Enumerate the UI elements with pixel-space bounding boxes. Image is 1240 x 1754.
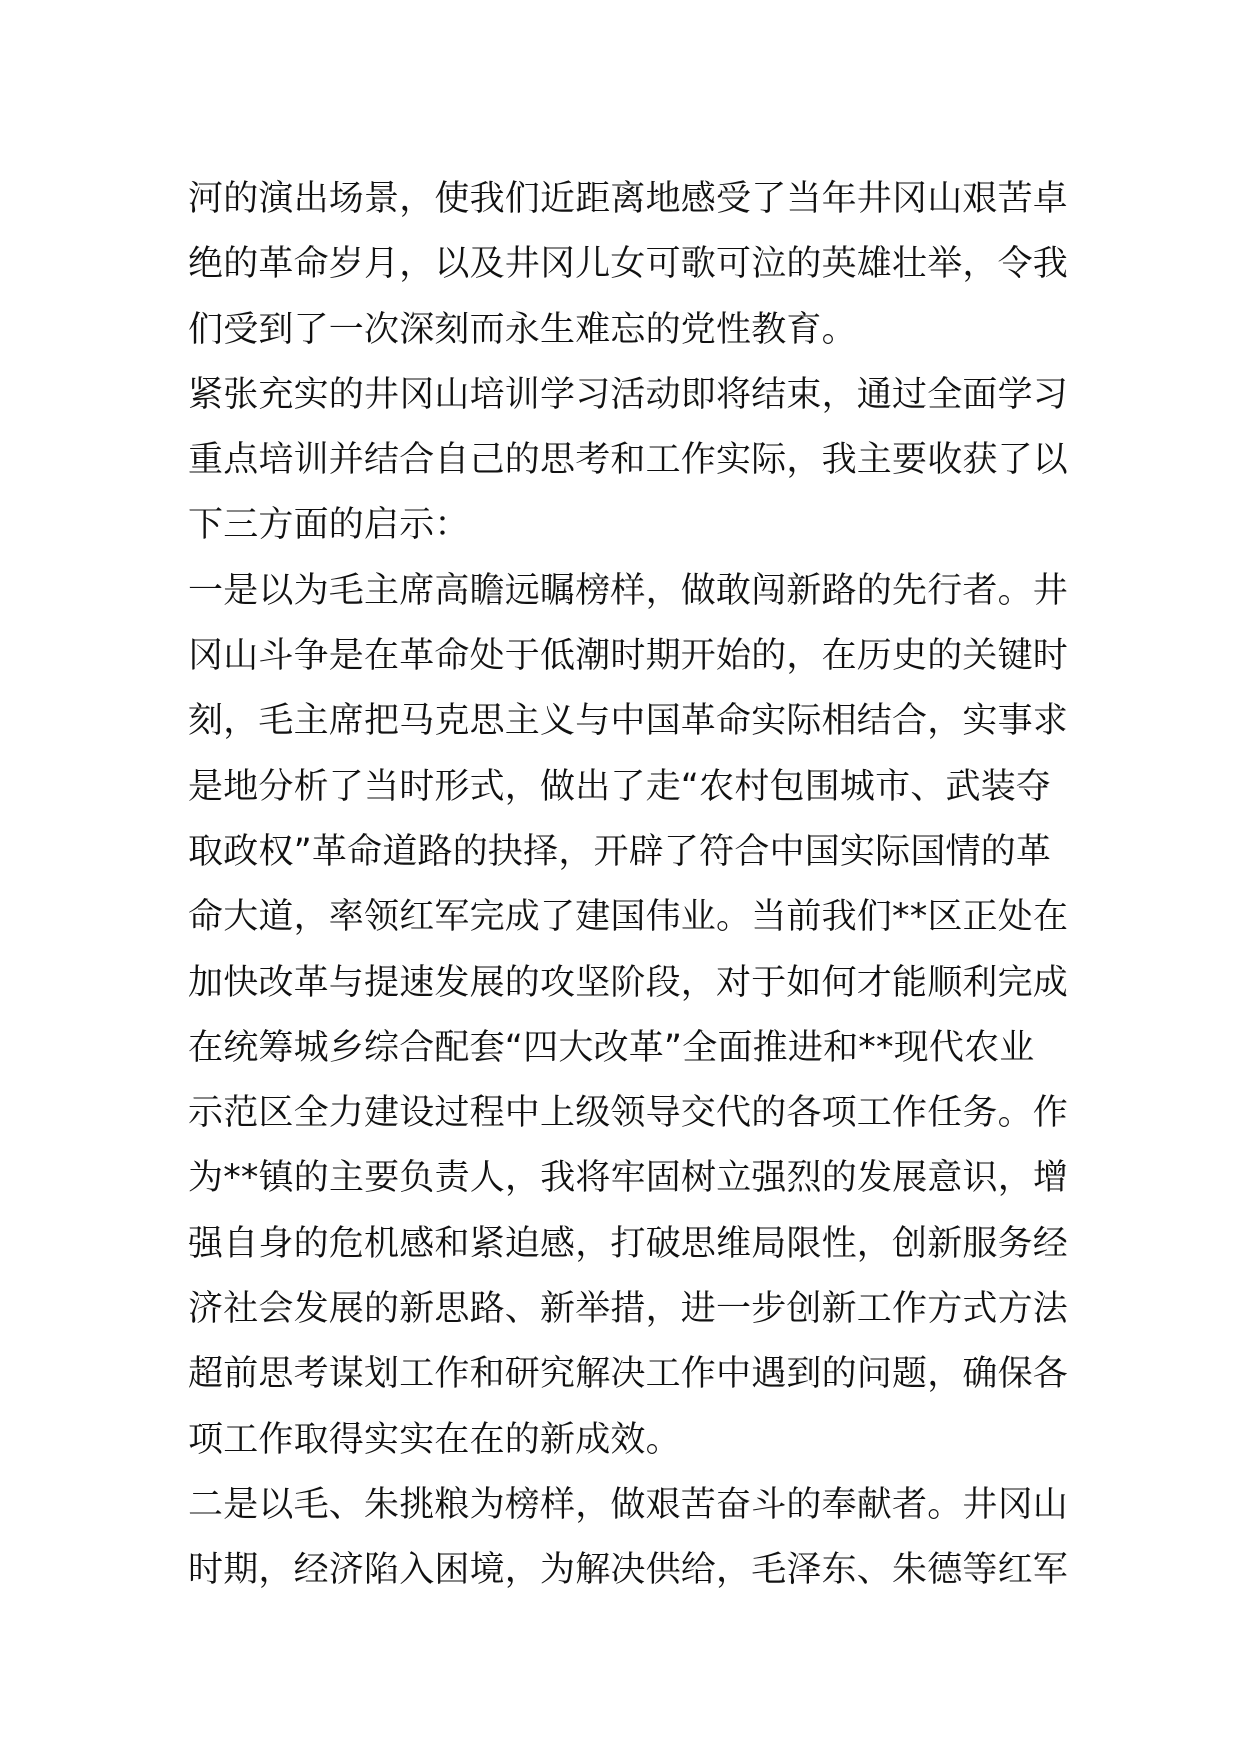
text-line: 超前思考谋划工作和研究解决工作中遇到的问题，确保各 (188, 1354, 1069, 1395)
text-line: 紧张充实的井冈山培训学习活动即将结束，通过全面学习 (188, 374, 1069, 415)
text-line: 在统筹城乡综合配套“四大改革”全面推进和**现代农业 (188, 1027, 1035, 1068)
text-line: 重点培训并结合自己的思考和工作实际，我主要收获了以 (188, 440, 1069, 481)
text-line: 时期，经济陷入困境，为解决供给，毛泽东、朱德等红军 (188, 1550, 1069, 1591)
text-line: 下三方面的启示： (188, 505, 470, 546)
text-line: 为**镇的主要负责人，我将牢固树立强烈的发展意识，增 (188, 1158, 1069, 1199)
text-line: 示范区全力建设过程中上级领导交代的各项工作任务。作 (188, 1093, 1069, 1134)
text-line: 命大道，率领红军完成了建国伟业。当前我们**区正处在 (188, 897, 1069, 938)
text-line: 是地分析了当时形式，做出了走“农村包围城市、武装夺 (188, 766, 1052, 807)
text-line: 强自身的危机感和紧迫感，打破思维局限性，创新服务经 (188, 1223, 1069, 1264)
text-line: 刻，毛主席把马克思主义与中国革命实际相结合，实事求 (188, 701, 1069, 742)
text-line: 们受到了一次深刻而永生难忘的党性教育。 (188, 309, 857, 350)
body-text (188, 167, 1068, 1604)
text-line: 冈山斗争是在革命处于低潮时期开始的，在历史的关键时 (188, 636, 1069, 677)
text-line: 项工作取得实实在在的新成效。 (188, 1419, 681, 1460)
text-line: 二是以毛、朱挑粮为榜样，做艰苦奋斗的奉献者。井冈山 (188, 1484, 1069, 1525)
text-line: 绝的革命岁月，以及井冈儿女可歌可泣的英雄壮举，令我 (188, 244, 1069, 285)
text-line: 取政权”革命道路的抉择，开辟了符合中国实际国情的革 (188, 831, 1052, 872)
text-line: 济社会发展的新思路、新举措，进一步创新工作方式方法 (188, 1289, 1069, 1330)
text-line: 一是以为毛主席高瞻远瞩榜样，做敢闯新路的先行者。井 (188, 570, 1069, 611)
text-line: 河的演出场景，使我们近距离地感受了当年井冈山艰苦卓 (188, 179, 1069, 219)
text-line: 加快改革与提速发展的攻坚阶段，对于如何才能顺利完成 (188, 962, 1069, 1003)
